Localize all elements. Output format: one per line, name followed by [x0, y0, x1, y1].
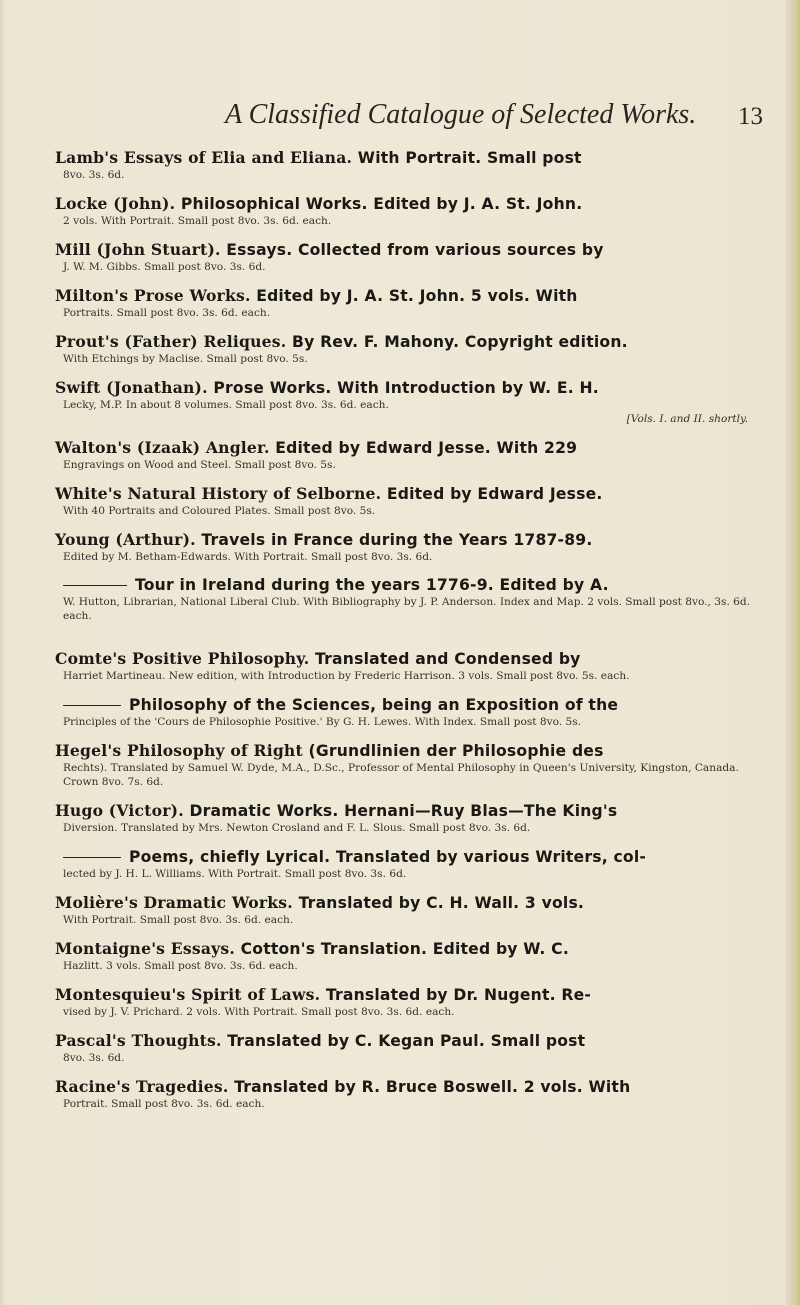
entry-title: Tour in Ireland during the years 1776-9. Edited by A.: [135, 576, 609, 594]
entry-locke: [55, 194, 770, 228]
entry-title: Essays. Collected from various sources by: [226, 241, 604, 259]
page-right-edge: [786, 0, 800, 1305]
entry-lead: Hugo (Victor).: [55, 801, 184, 820]
entry-lead: Milton's Prose Works.: [55, 286, 251, 305]
entry-comte: [55, 649, 770, 683]
entry-details: With 40 Portraits and Coloured Plates. Small post 8vo. 5s.: [63, 505, 376, 517]
entry-young: [55, 530, 770, 564]
entry-title: Dramatic Works. Hernani—Ruy Blas—The King's: [189, 802, 618, 820]
entry-white: [55, 484, 770, 518]
entry-title: Translated by C. H. Wall. 3 vols.: [298, 894, 585, 912]
entry-title: Cotton's Translation. Edited by W. C.: [240, 940, 569, 958]
entry-title: Edited by Edward Jesse.: [386, 485, 603, 503]
entry-lead: Walton's (Izaak) Angler.: [55, 438, 270, 457]
entry-title: Poems, chiefly Lyrical. Translated by various Writers, col-: [129, 848, 647, 866]
entry-lead: Montesquieu's Spirit of Laws.: [55, 985, 321, 1004]
page-number: 13: [738, 103, 763, 130]
entry-details: lected by J. H. L. Williams. With Portrait. Small post 8vo. 3s. 6d.: [63, 868, 407, 880]
entry-montesquieu: [55, 985, 770, 1019]
entry-details: Diversion. Translated by Mrs. Newton Crosland and F. L. Slous. Small post 8vo. 3s. 6d.: [63, 822, 531, 834]
entry-swift: [55, 378, 770, 426]
entry-details: Rechts). Translated by Samuel W. Dyde, M.A., D.Sc., Professor of Mental Philosophy in Queen's University, Kingston, Canada. Crown 8vo. 7s. 6d.: [63, 762, 739, 788]
entry-title: By Rev. F. Mahony. Copyright edition.: [292, 333, 628, 351]
entry-details: Harriet Martineau. New edition, with Introduction by Frederic Harrison. 3 vols. Small post 8vo. 5s. each.: [63, 670, 630, 682]
entry-details: Principles of the 'Cours de Philosophie Positive.' By G. H. Lewes. With Index. Small post 8vo. 5s.: [63, 716, 582, 728]
entry-details: J. W. M. Gibbs. Small post 8vo. 3s. 6d.: [63, 261, 266, 273]
entry-lead: Locke (John).: [55, 194, 176, 213]
entry-title: Translated by C. Kegan Paul. Small post: [227, 1032, 586, 1050]
entry-title: Translated and Condensed by: [315, 650, 581, 668]
entry-details: 2 vols. With Portrait. Small post 8vo. 3s. 6d. each.: [63, 215, 332, 227]
entry-racine: [55, 1077, 770, 1111]
entry-moliere: [55, 893, 770, 927]
entry-title: Philosophy of the Sciences, being an Exposition of the: [129, 696, 619, 714]
entry-young-ireland: [55, 575, 770, 623]
entry-lead: Prout's (Father) Reliques.: [55, 332, 287, 351]
entry-title: Travels in France during the Years 1787-89.: [201, 531, 593, 549]
entry-details: Engravings on Wood and Steel. Small post 8vo. 5s.: [63, 459, 336, 471]
entry-title: Philosophical Works. Edited by J. A. St. John.: [180, 195, 583, 213]
entry-lead: Comte's Positive Philosophy.: [55, 649, 310, 668]
entry-lead: Molière's Dramatic Works.: [55, 893, 293, 912]
entry-milton: [55, 286, 770, 320]
entry-details: 8vo. 3s. 6d.: [63, 169, 125, 181]
entry-details: W. Hutton, Librarian, National Liberal Club. With Bibliography by J. P. Anderson. Index and Map. 2 vols. Small post 8vo., 3s. 6d. each.: [63, 596, 751, 622]
ditto-dash: [63, 705, 121, 706]
entry-montaigne: [55, 939, 770, 973]
entry-lead: Young (Arthur).: [55, 530, 196, 549]
entry-comte-sciences: [55, 695, 770, 729]
entry-title: (Grundlinien der Philosophie des: [308, 742, 604, 760]
entry-lead: Racine's Tragedies.: [55, 1077, 229, 1096]
catalogue-entries: [55, 148, 770, 1123]
running-head: A Classified Catalogue of Selected Works.: [225, 99, 697, 130]
entry-details: Portrait. Small post 8vo. 3s. 6d. each.: [63, 1098, 265, 1110]
entry-lead: Montaigne's Essays.: [55, 939, 235, 958]
entry-prout: [55, 332, 770, 366]
entry-title: Translated by R. Bruce Boswell. 2 vols. With: [234, 1078, 631, 1096]
ditto-dash: [63, 585, 127, 586]
entry-details: Edited by M. Betham-Edwards. With Portrait. Small post 8vo. 3s. 6d.: [63, 551, 433, 563]
entry-lead: White's Natural History of Selborne.: [55, 484, 382, 503]
entry-details: vised by J. V. Prichard. 2 vols. With Portrait. Small post 8vo. 3s. 6d. each.: [63, 1006, 455, 1018]
entry-pascal: [55, 1031, 770, 1065]
entry-title: Translated by Dr. Nugent. Re-: [325, 986, 592, 1004]
entry-details: With Etchings by Maclise. Small post 8vo. 5s.: [63, 353, 308, 365]
ditto-dash: [63, 857, 121, 858]
entry-lead: Mill (John Stuart).: [55, 240, 221, 259]
entry-lead: Pascal's Thoughts.: [55, 1031, 222, 1050]
entry-lead: Swift (Jonathan).: [55, 378, 208, 397]
entry-details: Lecky, M.P. In about 8 volumes. Small post 8vo. 3s. 6d. each.: [63, 399, 389, 411]
entry-note: [Vols. I. and II. shortly.: [626, 413, 748, 425]
entry-hugo-poems: [55, 847, 770, 881]
entry-hugo: [55, 801, 770, 835]
page-left-edge: [0, 0, 6, 1305]
entry-title: Prose Works. With Introduction by W. E. H.: [213, 379, 599, 397]
entry-details: With Portrait. Small post 8vo. 3s. 6d. each.: [63, 914, 294, 926]
entry-mill: [55, 240, 770, 274]
entry-details: 8vo. 3s. 6d.: [63, 1052, 125, 1064]
entry-lamb: [55, 148, 770, 182]
entry-details: Portraits. Small post 8vo. 3s. 6d. each.: [63, 307, 271, 319]
entry-lead: Lamb's Essays of Elia and Eliana.: [55, 148, 353, 167]
entry-title: With Portrait. Small post: [357, 149, 582, 167]
entry-title: Edited by J. A. St. John. 5 vols. With: [256, 287, 578, 305]
entry-lead: Hegel's Philosophy of Right: [55, 741, 303, 760]
entry-title: Edited by Edward Jesse. With 229: [275, 439, 578, 457]
entry-walton: [55, 438, 770, 472]
entry-details: Hazlitt. 3 vols. Small post 8vo. 3s. 6d. each.: [63, 960, 298, 972]
entry-hegel: [55, 741, 770, 789]
